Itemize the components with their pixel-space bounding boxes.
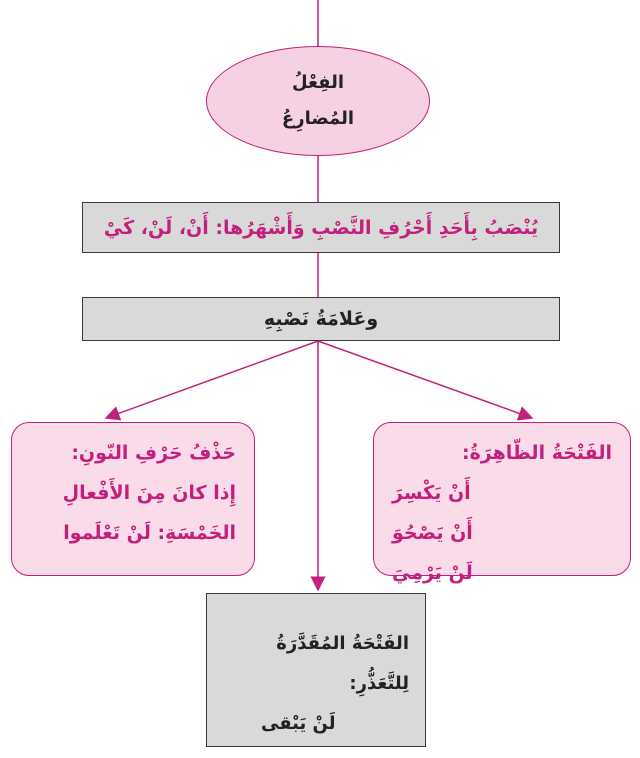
branch-estimated-fatha (206, 593, 426, 747)
branch-left-heading: حَذْفُ حَرْفِ النّونِ: (71, 442, 236, 464)
root-line-1: الفِعْلُ (291, 72, 345, 93)
marker-box (82, 297, 560, 341)
arrow-to-left-branch (106, 341, 318, 418)
branch-nun-deletion (11, 422, 255, 576)
branch-right-example-3: لَنْ يَرْمِيَ (392, 562, 473, 584)
rule-text: يُنْصَبُ بِأَحَدِ أَحْرُفِ النَّصْبِ وَأَشْهَرُها: أَنْ، لَنْ، كَيْ (103, 216, 539, 239)
branch-bottom-heading: الفَتْحَةُ المُقَدَّرَةُ لِلتَّعَذُّرِ: (276, 633, 409, 694)
branch-left-line-2: الخَمْسَةِ: لَنْ تَعْلَموا (63, 522, 236, 544)
branch-right-example-1: أَنْ يَكْسِرَ (392, 482, 471, 504)
marker-text: وعَلامَةُ نَصْبِهِ (263, 308, 379, 330)
branch-visible-fatha (373, 422, 631, 584)
branch-left-line-1: إِذا كانَ مِنَ الأَفْعالِ (62, 482, 236, 504)
branch-right-heading: الفَتْحَةُ الظّاهِرَةُ: (461, 442, 612, 464)
root-line-2: المُضارِعُ (281, 108, 355, 129)
branch-bottom-example: لَنْ يَبْقى (261, 713, 336, 734)
rule-box (82, 202, 560, 253)
root-node-present-verb (206, 46, 430, 156)
branch-right-example-2: أَنْ يَصْحُوَ (392, 522, 473, 544)
arrow-to-right-branch (318, 341, 532, 418)
